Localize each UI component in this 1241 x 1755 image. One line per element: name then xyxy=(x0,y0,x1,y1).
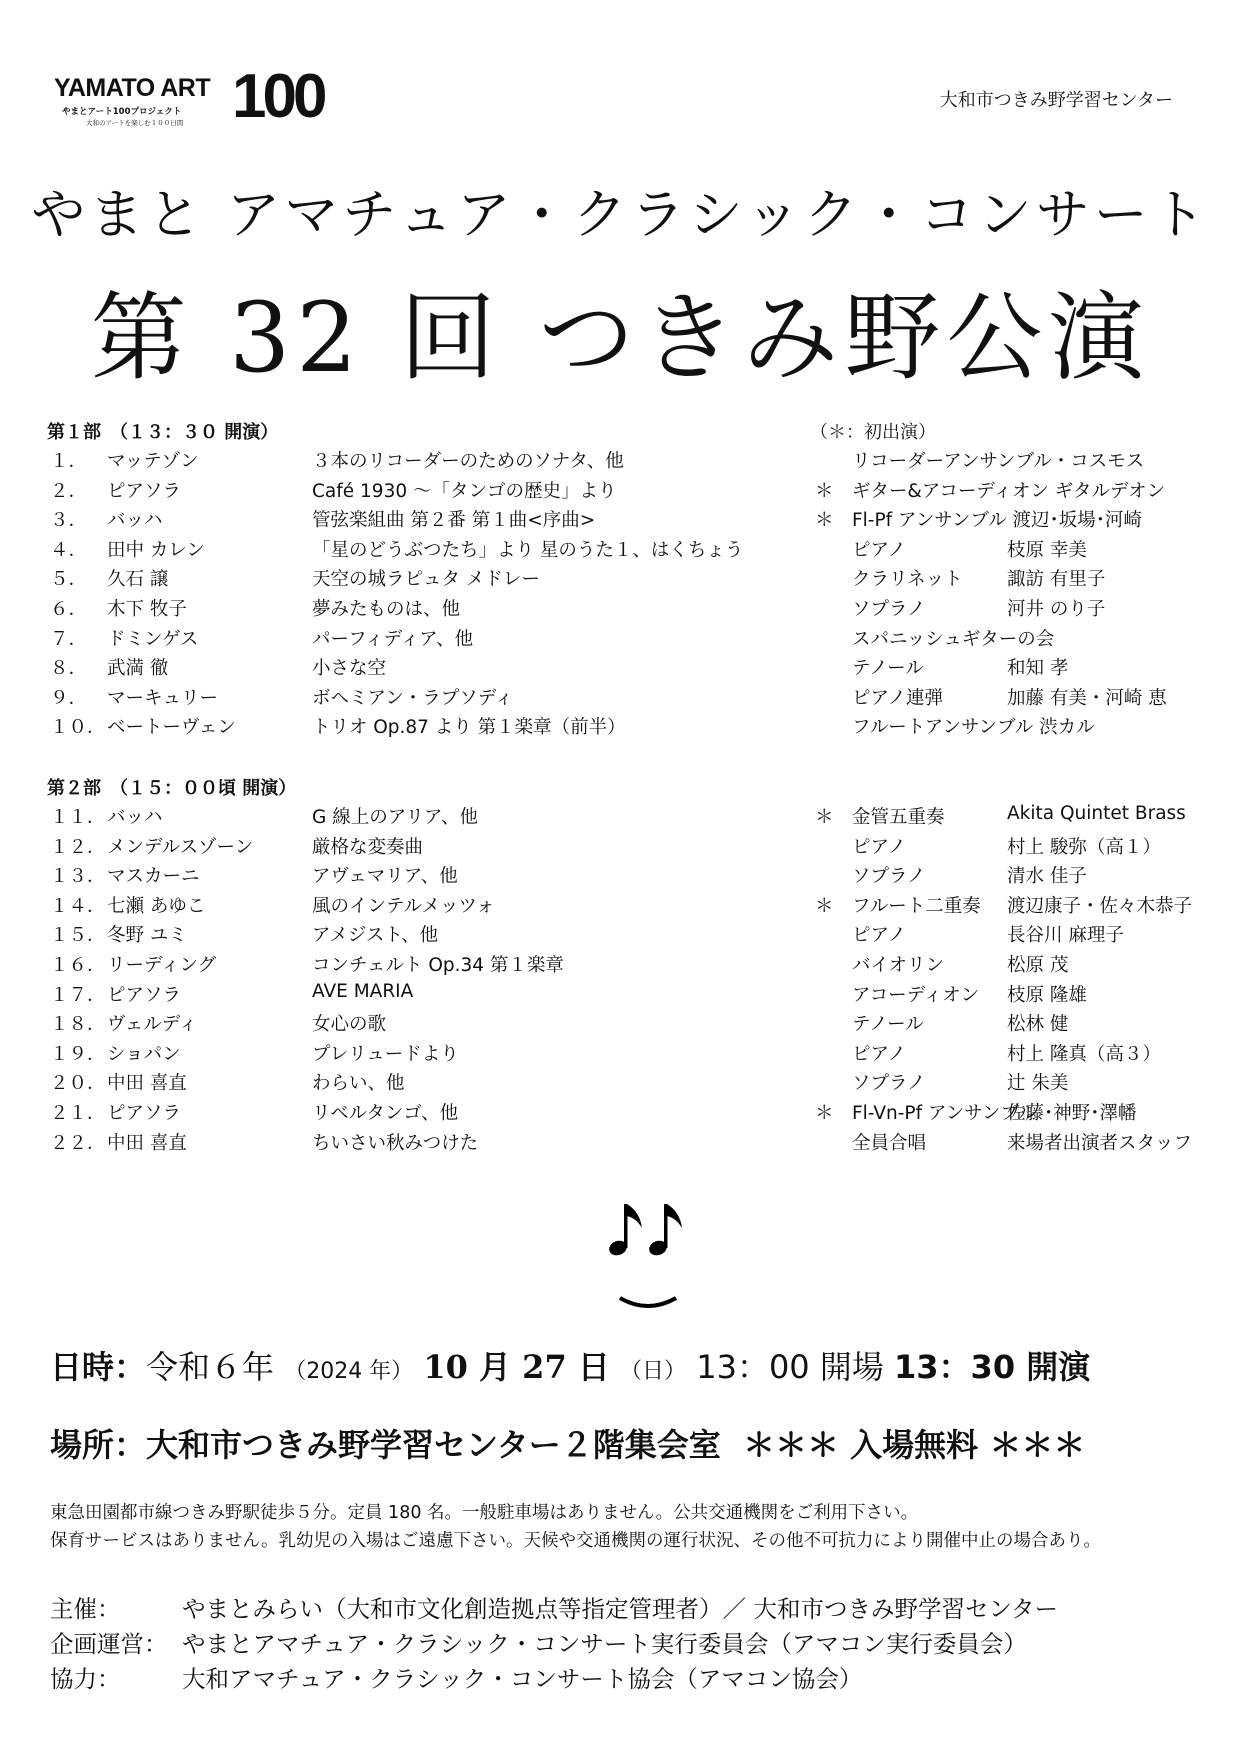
composer-name: 武満 徹 xyxy=(107,658,169,680)
part1-heading: 第１部 （１３：３０ 開演） xyxy=(47,422,279,443)
event-venue xyxy=(50,1420,1085,1466)
program-row xyxy=(0,713,1241,742)
composer-name: 中田 喜直 xyxy=(107,1132,187,1154)
program-row xyxy=(0,1040,1241,1069)
performer-type: クラリネット xyxy=(852,569,963,591)
composer-name: ピアソラ xyxy=(107,984,182,1006)
composer-name: マーキュリー xyxy=(107,687,219,709)
piece-title: Café 1930 ～「タンゴの歴史」より xyxy=(312,480,617,502)
program-number: ２１． xyxy=(50,1103,106,1124)
performer-type: 全員合唱 xyxy=(852,1132,927,1154)
composer-name: ピアソラ xyxy=(107,1103,182,1124)
program-row xyxy=(0,1129,1241,1158)
performer-type: Fl-Pf アンサンブル 渡辺･坂場･河崎 xyxy=(852,510,1142,532)
piece-title: 管弦楽組曲 第２番 第１曲<序曲> xyxy=(312,510,596,532)
composer-name: ピアソラ xyxy=(107,480,182,502)
piece-title: コンチェルト Op.34 第１楽章 xyxy=(312,955,564,976)
composer-name: 七瀬 あゆこ xyxy=(107,895,206,917)
logo-number: 100 xyxy=(232,62,324,131)
performer-type: テノール xyxy=(852,658,924,680)
part2-heading: 第２部 （１５：００頃 開演） xyxy=(47,778,297,799)
program-number: ２２． xyxy=(50,1132,106,1154)
program-number: １６． xyxy=(50,955,106,976)
performer-name: Akita Quintet Brass xyxy=(1007,803,1186,824)
performer-type: アコーディオン xyxy=(852,984,980,1006)
event-date xyxy=(50,1342,1090,1388)
performer-type: ソプラノ xyxy=(852,866,926,888)
performer-name: 河井 のり子 xyxy=(1007,599,1106,620)
admission-free: ＊＊＊ 入場無料 ＊＊＊ xyxy=(743,1426,1086,1464)
date-day: 10 月 27 日 xyxy=(423,1348,610,1386)
program-number: ６． xyxy=(50,599,88,620)
composer-name: 久石 譲 xyxy=(107,569,169,591)
composer-name: 中田 喜直 xyxy=(107,1073,187,1095)
piece-title: 「星のどうぶつたち」より 星のうた１、はくちょう xyxy=(312,539,744,561)
performer-type: フルートアンサンブル 渋カル xyxy=(852,717,1095,739)
program-number: １４． xyxy=(50,895,106,917)
piece-title: わらい、他 xyxy=(312,1073,405,1095)
program-row xyxy=(0,862,1241,891)
program-row xyxy=(0,833,1241,862)
performer-type: ピアノ xyxy=(852,539,907,561)
logo-subtitle: やまとアート100プロジェクト xyxy=(62,107,182,117)
organizer-row xyxy=(50,1660,862,1694)
doors-open-time: 13：00 開場 xyxy=(696,1348,884,1386)
start-time: 13：30 開演 xyxy=(894,1348,1091,1386)
piece-title: トリオ Op.87 より 第１楽章（前半） xyxy=(312,717,626,739)
performer-name: 松原 茂 xyxy=(1007,955,1069,976)
place-label: 場所： xyxy=(50,1426,147,1464)
program-row xyxy=(0,1010,1241,1039)
program-number: １７． xyxy=(50,984,106,1006)
performer-name: 諏訪 有里子 xyxy=(1007,569,1106,591)
performer-name: 来場者出演者スタッフ xyxy=(1007,1132,1193,1154)
performer-type: ピアノ xyxy=(852,1043,907,1065)
place-name: 大和市つきみ野学習センター２階集会室 xyxy=(146,1426,721,1464)
date-era: 令和６年 xyxy=(146,1348,275,1386)
program-number: ４． xyxy=(50,539,88,561)
program-row xyxy=(0,654,1241,683)
first-appearance-mark: ＊ xyxy=(815,510,834,532)
program-row xyxy=(0,1069,1241,1098)
program-row xyxy=(0,951,1241,980)
program-row xyxy=(0,506,1241,535)
music-notes-face-icon xyxy=(608,1198,692,1328)
program-row xyxy=(0,892,1241,921)
program-row xyxy=(0,536,1241,565)
composer-name: マスカーニ xyxy=(107,866,200,888)
program-row xyxy=(0,981,1241,1010)
access-note-1: 東急田園都市線つきみ野駅徒歩５分。定員 180 名。一般駐車場はありません。公共交通機関をご利用下さい。 xyxy=(50,1503,919,1523)
composer-name: バッハ xyxy=(107,510,163,532)
program-number: １． xyxy=(50,451,88,472)
first-appearance-mark: ＊ xyxy=(815,1103,834,1124)
piece-title: 小さな空 xyxy=(312,658,387,680)
composer-name: 田中 カレン xyxy=(107,539,205,561)
program-number: １２． xyxy=(50,836,106,858)
program-number: ７． xyxy=(50,628,88,650)
program-row xyxy=(0,921,1241,950)
composer-name: マッテゾン xyxy=(107,451,199,472)
program-number: １９． xyxy=(50,1043,106,1065)
program-number: １０． xyxy=(50,717,106,739)
performer-type: Fl-Vn-Pf アンサンブル xyxy=(852,1103,1037,1124)
program-number: １１． xyxy=(50,807,106,828)
piece-title: プレリュードより xyxy=(312,1043,459,1065)
logo-art-text: YAMATO ART xyxy=(54,74,211,102)
date-weekday: （日） xyxy=(620,1359,687,1384)
program-number: １８． xyxy=(50,1014,106,1036)
composer-name: ショパン xyxy=(107,1043,181,1065)
performer-type: スパニッシュギターの会 xyxy=(852,628,1055,650)
date-label: 日時： xyxy=(50,1348,147,1386)
piece-title: ちいさい秋みつけた xyxy=(312,1132,479,1154)
piece-title: アメジスト、他 xyxy=(312,925,439,947)
piece-title: 天空の城ラピュタ メドレー xyxy=(312,569,540,591)
program-row xyxy=(0,565,1241,594)
composer-name: メンデルスゾーン xyxy=(107,836,254,858)
piece-title: パーフィディア、他 xyxy=(312,628,474,650)
performer-type: ソプラノ xyxy=(852,599,926,620)
performer-name: 清水 佳子 xyxy=(1007,866,1087,888)
performer-name: 枝原 幸美 xyxy=(1007,539,1087,561)
program-row xyxy=(0,803,1241,832)
piece-title: ３本のリコーダーのためのソナタ、他 xyxy=(312,451,624,472)
yamato-art-100-logo xyxy=(54,62,354,134)
composer-name: ヴェルディ xyxy=(107,1014,198,1036)
piece-title: AVE MARIA xyxy=(312,980,414,1002)
program-row xyxy=(0,447,1241,476)
performer-type: ギター&アコーディオン ギタルデオン xyxy=(852,480,1166,502)
first-appearance-legend: （＊：初出演） xyxy=(810,422,936,443)
performer-type: リコーダーアンサンブル・コスモス xyxy=(852,451,1145,472)
first-appearance-mark: ＊ xyxy=(815,807,834,828)
performer-name: 村上 駿弥（高１） xyxy=(1007,836,1161,858)
program-row xyxy=(0,684,1241,713)
performer-name: 枝原 隆雄 xyxy=(1007,984,1087,1006)
performer-type: ピアノ xyxy=(852,925,907,947)
composer-name: 木下 牧子 xyxy=(107,599,187,620)
program-number: ２０． xyxy=(50,1073,106,1095)
logo-tagline: 大和のアートを楽しむ１００日間 xyxy=(86,119,184,127)
performer-name: 長谷川 麻理子 xyxy=(1007,925,1124,947)
composer-name: ベートーヴェン xyxy=(107,717,236,739)
header-organization: 大和市つきみ野学習センター xyxy=(939,90,1173,111)
program-number: １３． xyxy=(50,866,106,888)
first-appearance-mark: ＊ xyxy=(815,480,834,502)
organizer-label: 協力： xyxy=(50,1665,121,1693)
piece-title: 風のインテルメッツォ xyxy=(312,895,495,917)
performer-type: バイオリン xyxy=(852,955,944,976)
concert-subtitle: 第 32 回 つきみ野公演 xyxy=(90,282,1151,394)
performer-name: 加藤 有美・河崎 恵 xyxy=(1007,687,1167,709)
performer-name: 村上 隆真（高３） xyxy=(1007,1043,1161,1065)
piece-title: 厳格な変奏曲 xyxy=(312,836,424,858)
date-year: （2024 年） xyxy=(284,1359,414,1384)
first-appearance-mark: ＊ xyxy=(815,895,834,917)
program-number: ３． xyxy=(50,510,88,532)
performer-name: 佐藤･神野･澤幡 xyxy=(1007,1103,1137,1124)
program-row xyxy=(0,595,1241,624)
program-number: ８． xyxy=(50,658,88,680)
piece-title: リベルタンゴ、他 xyxy=(312,1103,459,1124)
program-number: １５． xyxy=(50,925,106,947)
program-row xyxy=(0,477,1241,506)
program-row xyxy=(0,625,1241,654)
composer-name: ドミンゲス xyxy=(107,628,199,650)
access-note-2: 保育サービスはありません。乳幼児の入場はご遠慮下さい。天候や交通機関の運行状況、その他不可抗力により開催中止の場合あり。 xyxy=(50,1531,1102,1551)
organizer-value: やまとみらい（大和市文化創造拠点等指定管理者）／ 大和市つきみ野学習センター xyxy=(182,1595,1059,1623)
program-number: ９． xyxy=(50,687,88,709)
performer-type: フルート二重奏 xyxy=(852,895,981,917)
performer-type: ピアノ連弾 xyxy=(852,687,944,709)
piece-title: ボヘミアン・ラプソディ xyxy=(312,687,514,709)
organizer-label: 企画運営： xyxy=(50,1630,168,1658)
performer-name: 辻 朱美 xyxy=(1007,1073,1069,1095)
program-number: ５． xyxy=(50,569,88,591)
performer-type: ソプラノ xyxy=(852,1073,926,1095)
program-row xyxy=(0,1099,1241,1128)
composer-name: リーディング xyxy=(107,955,217,976)
concert-title: やまと アマチュア・クラシック・コンサート xyxy=(31,183,1210,246)
piece-title: G 線上のアリア、他 xyxy=(312,807,478,828)
composer-name: 冬野 ユミ xyxy=(107,925,187,947)
organizer-value: 大和アマチュア・クラシック・コンサート協会（アマコン協会） xyxy=(182,1665,863,1693)
performer-name: 和知 孝 xyxy=(1007,658,1069,680)
organizer-row xyxy=(50,1625,1027,1659)
performer-name: 渡辺康子・佐々木恭子 xyxy=(1007,895,1193,917)
performer-type: テノール xyxy=(852,1014,924,1036)
composer-name: バッハ xyxy=(107,807,163,828)
performer-name: 松林 健 xyxy=(1007,1014,1069,1036)
performer-type: 金管五重奏 xyxy=(852,807,945,828)
piece-title: 夢みたものは、他 xyxy=(312,599,461,620)
program-number: ２． xyxy=(50,480,88,502)
organizer-row xyxy=(50,1590,1058,1624)
organizer-label: 主催： xyxy=(50,1595,121,1623)
organizer-value: やまとアマチュア・クラシック・コンサート実行委員会（アマコン実行委員会） xyxy=(182,1630,1027,1658)
performer-type: ピアノ xyxy=(852,836,907,858)
piece-title: 女心の歌 xyxy=(312,1014,387,1036)
piece-title: アヴェマリア、他 xyxy=(312,866,458,888)
